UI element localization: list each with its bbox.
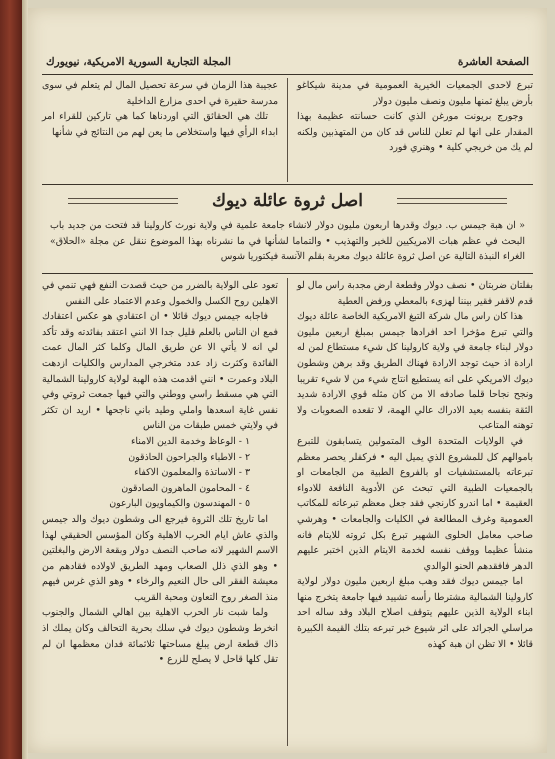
book-binding	[0, 0, 22, 759]
list-item: ١ - الوعاظ وخدمة الدين الامناء	[130, 435, 250, 447]
article-title: اصل ثروة عائلة ديوك	[212, 191, 363, 211]
section-rule	[42, 184, 533, 185]
section-rule	[42, 273, 533, 274]
page-header	[42, 52, 533, 75]
paragraph: في الولايات المتحدة الوف المتمولين يتسابقون للتبرع باموالهم كل للمشروع الذي يميل اليه • فركفلر يحصر معظم تبرعاته بالمستشفيات او بالفروع الطبية من الجامعات او بالجمعيات الطبية التي تبحث عن الأدوية النافعة للادواء العقيمة • اما اندرو كارنجي فقد جعل معظم تبرعاته للمكاتب العمومية وغرف المطالعة في الكليات والجامعات • وهرشي صاحب معامل الحلوى الشهير تبرع بكل ثروته للايتام فانه منشأ عظيما ووقف نفسه لخدمة الايتام الذين اختبر عليهم الدهر فافقدهم الحنو الوالدي	[297, 435, 533, 572]
paragraph: تلك هي الحقائق التي اوردناها كما هي تاركين للقراء امر ابداء الرأي فيها واستخلاص ما يعن لهم من النتائج في شأنها	[42, 111, 278, 138]
paragraph: فاجابه جيمس ديوك قائلا • ان اعتقادي هو عكس اعتقادك فمع ان الناس بالعلم قليل جدا الا انني اعتقد بفائدته وقد تأكد لي انه لا يأتي الا عن طريق المال وكلما كثر المال عمت الفائدة وكثرت زاد عدد متخرجي المدارس والكليات ازدهت البلاد وعمرت • انني اقدمت هذه الهبة لولاية كارولينا الشمالية التي هي مسقط راسي ووطني والتي فيها جمعت ثروتي وفي نفس غاية اسعدها واملي وطيد باني ناجحها • اريد ان تكثر في ولايتي خمس طبقات من الناس	[42, 311, 278, 432]
top-left-column	[42, 78, 278, 140]
paragraph: ولما شبت نار الحرب الاهلية بين اهالي الشمال والجنوب انخرط وشطون ديوك في سلك بحرية التحالف وكان يملك اذ ذاك قطعة ارض يبلغ مساحتها ثلاثمائة فدان معظمها ان لم تقل كلها قاحل لا يصلح للزرع •	[42, 607, 278, 666]
paragraph: تبرع لاحدى الجمعيات الخيرية العمومية في مدينة شيكاغو بأرض يبلغ ثمنها مليون ونصف مليون دولار	[297, 80, 533, 107]
paragraph: بفلتان ضربتان • نصف دولار وقطعة ارض مجدبة راس مال لو قدم لاقفر فقير بيننا لهزىء بالمعطي ورفض العطية	[297, 280, 533, 307]
column-divider	[287, 278, 288, 746]
list-item: ٤ - المحامون الماهرون الصادقون	[121, 482, 250, 494]
paragraph: تعود على الولاية بالضرر من حيث قصدت النفع فهي تنمي في الاهلين روح الكسل والخمول وعدم الاعتماد على النفس	[42, 280, 278, 307]
list-item: ٢ - الاطباء والجراحون الحاذقون	[128, 451, 250, 463]
magazine-name: المجلة التجارية السورية الامريكية، نيويورك	[46, 56, 231, 68]
paragraph: وجورج بريونت مورغن الذي كانت حسانته عظيمة بهذا المقدار على انها لم تعلن للناس قد كان من المتهذبين ولكنه لم يك من خريجي كلية • وهنري فورد	[297, 111, 533, 154]
page	[28, 8, 547, 753]
paragraph: عجيبة هذا الزمان في سرعة تحصيل المال لم يتعلم في سوى مدرسة حقيرة في احدى مزارع الداخلية	[42, 80, 278, 107]
page-number-label: الصفحة العاشرة	[457, 56, 529, 68]
paragraph: هذا كان راس مال شركة التبغ الامريكية الخاصة عائلة ديوك والتي تبرع مؤخرا احد افرادها جيمس بمبلغ اربعين مليون دولار لبناء جامعة في ولاية كارولينا كل شيء مستطاع لمن له ارادة اذ حيث توجد الارادة فهناك الطريق وقد برهن وشطون ديوك الامريكي على انه يستطيع انتاج شيء من لا شيء تقريبا ونجح نجاحا قلما صادفه الا من كان مثله قوي الارادة شديد الثقة بنفسه بعيد الادراك عالي الهمة، لا تقعده الصعوبات ولا توهنه المتاعب	[297, 311, 533, 432]
numbered-list	[42, 434, 278, 512]
top-right-column	[297, 78, 533, 156]
article-intro: « ان هبة جيمس ب. ديوك وقدرها اربعون مليون دولار لانشاء جامعة علمية في ولاية نورث كارولينا قد فتحت من جديد باب البحث في عظم هبات الامريكيين للخير والتهذيب • والتماما لشأنها في ما نشرناه بهذا الموضوع ننقل عن مجلة «الحلاق» الغراء النبذة التالية عن اصل ثروة عائلة ديوك معربة بقلم الآنسة فيكتوريا شوس	[50, 220, 525, 262]
list-item: ٣ - الاساتذة والمعلمون الاكفاء	[134, 467, 250, 479]
list-item: ٥ - المهندسون والكيماويون البارعون	[109, 498, 250, 510]
paragraph: اما تاريخ تلك الثروة فيرجع الى وشطون ديوك والد جيمس والذي عاش ايام الحرب الاهلية وكان المؤسس الحقيقي لهذا الاسم الشهير لانه صاحب النصف دولار وبقعة الارض والبغلتين • وهو الذي ذلل الصعاب ومهد الطريق لاولاده فقادهم من معيشة الفقر الى حال النعيم والرخاء • وهو الذي غرس فيهم منذ الصغر روح التعاون ومحبة القريب	[42, 513, 278, 603]
column-divider	[287, 78, 288, 182]
main-left-column	[42, 278, 278, 668]
main-right-column	[297, 278, 533, 652]
paragraph: اما جيمس ديوك فقد وهب مبلغ اربعين مليون دولار لولاية كارولينا الشمالية مشترطا رأسه تشييد فيها جامعة يتخرج منها ابناء الولاية الذين عليهم يتوقف اصلاح البلاد وقد ساله احد مراسلي الجرائد على اثر شيوع خبر تبرعه بتلك القيمة الكبيرة قائلا • الا تظن ان هبة كهذه	[297, 576, 533, 650]
